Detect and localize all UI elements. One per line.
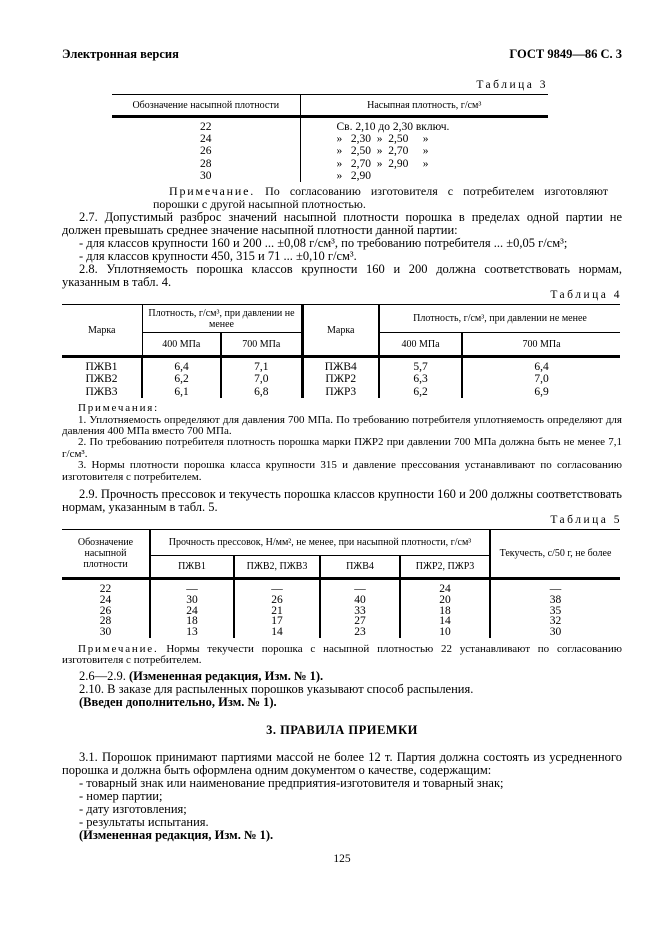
table-cell: 35 (490, 606, 620, 617)
table-row (62, 579, 620, 595)
table-cell: » 2,50 » 2,70 » (300, 145, 548, 157)
note-text: По согласованию изготовителя с потребителем изготовляют порошки с другой насыпной плотностью. (153, 184, 609, 212)
table5 (62, 529, 620, 638)
table-cell: 23 (320, 627, 400, 638)
table-cell: 17 (234, 616, 320, 627)
table-row (62, 386, 620, 398)
table-row (62, 357, 620, 374)
table3-block (112, 79, 609, 212)
table-row (62, 595, 620, 606)
table5-pzhr2-3-header: ПЖР2, ПЖР3 (400, 556, 490, 579)
table-cell: 28 (99, 615, 112, 628)
header-edition-label: Электронная версия (62, 47, 179, 61)
table-cell: 6,2 (142, 373, 221, 385)
table-cell: 24 (400, 579, 490, 595)
table4-400mpa-header: 400 МПа (379, 333, 462, 357)
table-cell: 6,8 (221, 386, 302, 398)
notes-label: Примечания: (78, 402, 160, 415)
table-cell: 32 (490, 616, 620, 627)
table-cell: 6,2 (379, 386, 462, 398)
table-cell: 18 (400, 606, 490, 617)
paragraph-2-9: 2.9. Прочность прессовок и текучесть порошка классов крупности 160 и 200 должны соответствовать нормам, указанным в табл. 5. (62, 487, 622, 515)
table-row (112, 117, 548, 134)
list-3-1 (62, 777, 622, 829)
table4-marka-header: Марка (62, 305, 142, 357)
table-cell: — (150, 579, 234, 595)
table-row (112, 145, 548, 157)
paragraph-2-6-2-9 (62, 670, 622, 683)
table3-header-row (112, 95, 548, 117)
table4-notes (62, 403, 622, 483)
list-item: - для классов крупности 160 и 200 ... ±0,08 г/см³, по требованию потребителя ... ±0,05 г/см³; (79, 236, 568, 251)
table-cell: 26 (234, 595, 320, 606)
table-cell: ПЖВ4 (302, 357, 379, 374)
table5-flow-header: Текучесть, с/50 г, не более (490, 530, 620, 579)
table-cell: ПЖВ1 (85, 361, 118, 374)
page-number: 125 (333, 852, 351, 865)
table-row (62, 373, 620, 385)
table-row (112, 133, 548, 145)
table-cell: 38 (490, 595, 620, 606)
note-label: Примечание. (169, 184, 256, 199)
clause-range: 2.6—2.9. (79, 668, 126, 683)
table-row (62, 616, 620, 627)
table4-notes-list (62, 415, 622, 483)
table-cell: 20 (400, 595, 490, 606)
table-cell: 6,4 (462, 357, 620, 374)
table-row (112, 158, 548, 170)
table-cell: » 2,30 » 2,50 » (300, 133, 548, 145)
table-cell: — (234, 579, 320, 595)
paragraph-2-7: 2.7. Допустимый разброс значений насыпной плотности порошка в пределах одной партии не должен превышать среднее значение насыпной плотности данной партии: (62, 210, 622, 238)
table-cell: 30 (150, 595, 234, 606)
introduced-note: (Введен дополнительно, Изм. № 1). (79, 694, 277, 709)
list-item: 2. По требованию потребителя плотность порошка марки ПЖР2 при давлении 700 МПа должна быть не менее 7,1 г/см³. (62, 436, 622, 460)
list-item: - результаты испытания. (79, 814, 209, 829)
table5-header-row-1 (62, 530, 620, 556)
list-item: 3. Нормы плотности порошка класса крупности 315 и давление прессования устанавливают по согласованию изготовителя с потребителем. (62, 459, 622, 483)
table3-caption: Таблица 3 (476, 79, 548, 91)
table-cell: 28 (200, 157, 212, 170)
table-cell: » 2,70 » 2,90 » (300, 158, 548, 170)
table-cell: 22 (200, 121, 212, 133)
table4-density-span-header: Плотность, г/см³, при давлении не менее (142, 305, 302, 333)
table5-pzhv4-header: ПЖВ4 (320, 556, 400, 579)
note-text: Нормы текучести порошка с насыпной плотностью 22 устанавливают по согласованию изготовителя с потребителем. (62, 643, 622, 667)
table-cell: 21 (234, 606, 320, 617)
table-cell: 6,9 (462, 386, 620, 398)
paragraph-2-10: 2.10. В заказе для распыленных порошков указывают способ распыления. (79, 681, 474, 696)
table3 (112, 94, 548, 182)
table-cell: 14 (400, 616, 490, 627)
table3-col1-header: Обозначение насыпной плотности (112, 95, 300, 117)
table5-pzhv2-3-header: ПЖВ2, ПЖВ3 (234, 556, 320, 579)
table4-density-span-header: Плотность, г/см³, при давлении не менее (379, 305, 620, 333)
table4 (62, 304, 620, 398)
list-2-7 (62, 237, 622, 263)
table-cell: 24 (200, 133, 212, 146)
table-cell: 14 (234, 627, 320, 638)
table-cell: 13 (150, 627, 234, 638)
table5-col1-header: Обозначение насыпной плотности (62, 530, 150, 579)
table-cell: 33 (320, 606, 400, 617)
table-cell: 5,7 (379, 357, 462, 374)
table-cell: 40 (320, 595, 400, 606)
table-cell: ПЖР3 (302, 386, 379, 398)
list-item: - дату изготовления; (79, 801, 187, 816)
table4-400mpa-header: 400 МПа (142, 333, 221, 357)
paragraph-2-8: 2.8. Уплотняемость порошка классов крупности 160 и 200 должна соответствовать нормам, указанным в табл. 4. (62, 262, 622, 290)
list-item: 1. Уплотняемость определяют для давления 700 МПа. По требованию потребителя уплотняемость определяют для давления 400 МПа вместо 700 МПа. (62, 413, 622, 438)
table4-700mpa-header: 700 МПа (221, 333, 302, 357)
table-cell: 27 (320, 616, 400, 627)
table-cell: 7,0 (221, 373, 302, 385)
table-row (62, 627, 620, 638)
table-cell: ПЖР2 (302, 373, 379, 385)
table-cell: Св. 2,10 до 2,30 включ. (300, 117, 548, 134)
list-item: - для классов крупности 450, 315 и 71 ... ±0,10 г/см³. (79, 249, 357, 264)
table5-pzhv1-header: ПЖВ1 (150, 556, 234, 579)
table4-header-row-1 (62, 305, 620, 333)
table-cell: 6,4 (142, 357, 221, 374)
table-cell: — (490, 579, 620, 595)
list-item: - товарный знак или наименование предприятия-изготовителя и товарный знак; (79, 775, 504, 790)
table-cell: ПЖВ3 (85, 385, 118, 398)
table-cell: 24 (150, 606, 234, 617)
paragraph-3-1: 3.1. Порошок принимают партиями массой не более 12 т. Партия должна состоять из усредненного порошка и должна быть оформлена одним документом о качестве, содержащим: (62, 749, 622, 777)
table-cell: 6,1 (142, 386, 221, 398)
page-header (62, 48, 622, 61)
gost-number: ГОСТ 9849—86 С. 3 (509, 47, 622, 61)
table4-caption: Таблица 4 (550, 289, 622, 302)
table-cell: ПЖВ2 (85, 373, 118, 386)
table-cell: 30 (99, 626, 112, 639)
table5-note (62, 644, 622, 667)
section-3-heading: 3. ПРАВИЛА ПРИЕМКИ (266, 722, 418, 737)
table4-700mpa-header: 700 МПа (462, 333, 620, 357)
table5-strength-span-header: Прочность прессовок, Н/мм², не менее, при насыпной плотности, г/см³ (150, 530, 490, 556)
table3-col2-header: Насыпная плотность, г/см³ (300, 95, 548, 117)
table-cell: 26 (200, 145, 212, 158)
table-row (62, 606, 620, 617)
amendment-note: (Измененная редакция, Изм. № 1). (129, 668, 324, 683)
table3-note (153, 185, 608, 211)
table-cell: » 2,90 (300, 170, 548, 182)
table-cell: 30 (490, 627, 620, 638)
note-label: Примечание. (78, 643, 159, 656)
list-item: - номер партии; (79, 788, 163, 803)
table-cell: 26 (99, 604, 112, 617)
table-cell: 6,3 (379, 373, 462, 385)
table-cell: 24 (99, 593, 112, 606)
table-cell: 10 (400, 627, 490, 638)
table4-marka-header: Марка (302, 305, 379, 357)
table-cell: 7,1 (221, 357, 302, 374)
amendment-note: (Измененная редакция, Изм. № 1). (79, 827, 274, 842)
table-cell: 30 (200, 169, 212, 182)
table-cell: 7,0 (462, 373, 620, 385)
table5-caption: Таблица 5 (550, 514, 622, 527)
table-cell: 22 (99, 583, 112, 596)
table-cell: 18 (150, 616, 234, 627)
table-cell: — (320, 579, 400, 595)
table-row (112, 170, 548, 182)
